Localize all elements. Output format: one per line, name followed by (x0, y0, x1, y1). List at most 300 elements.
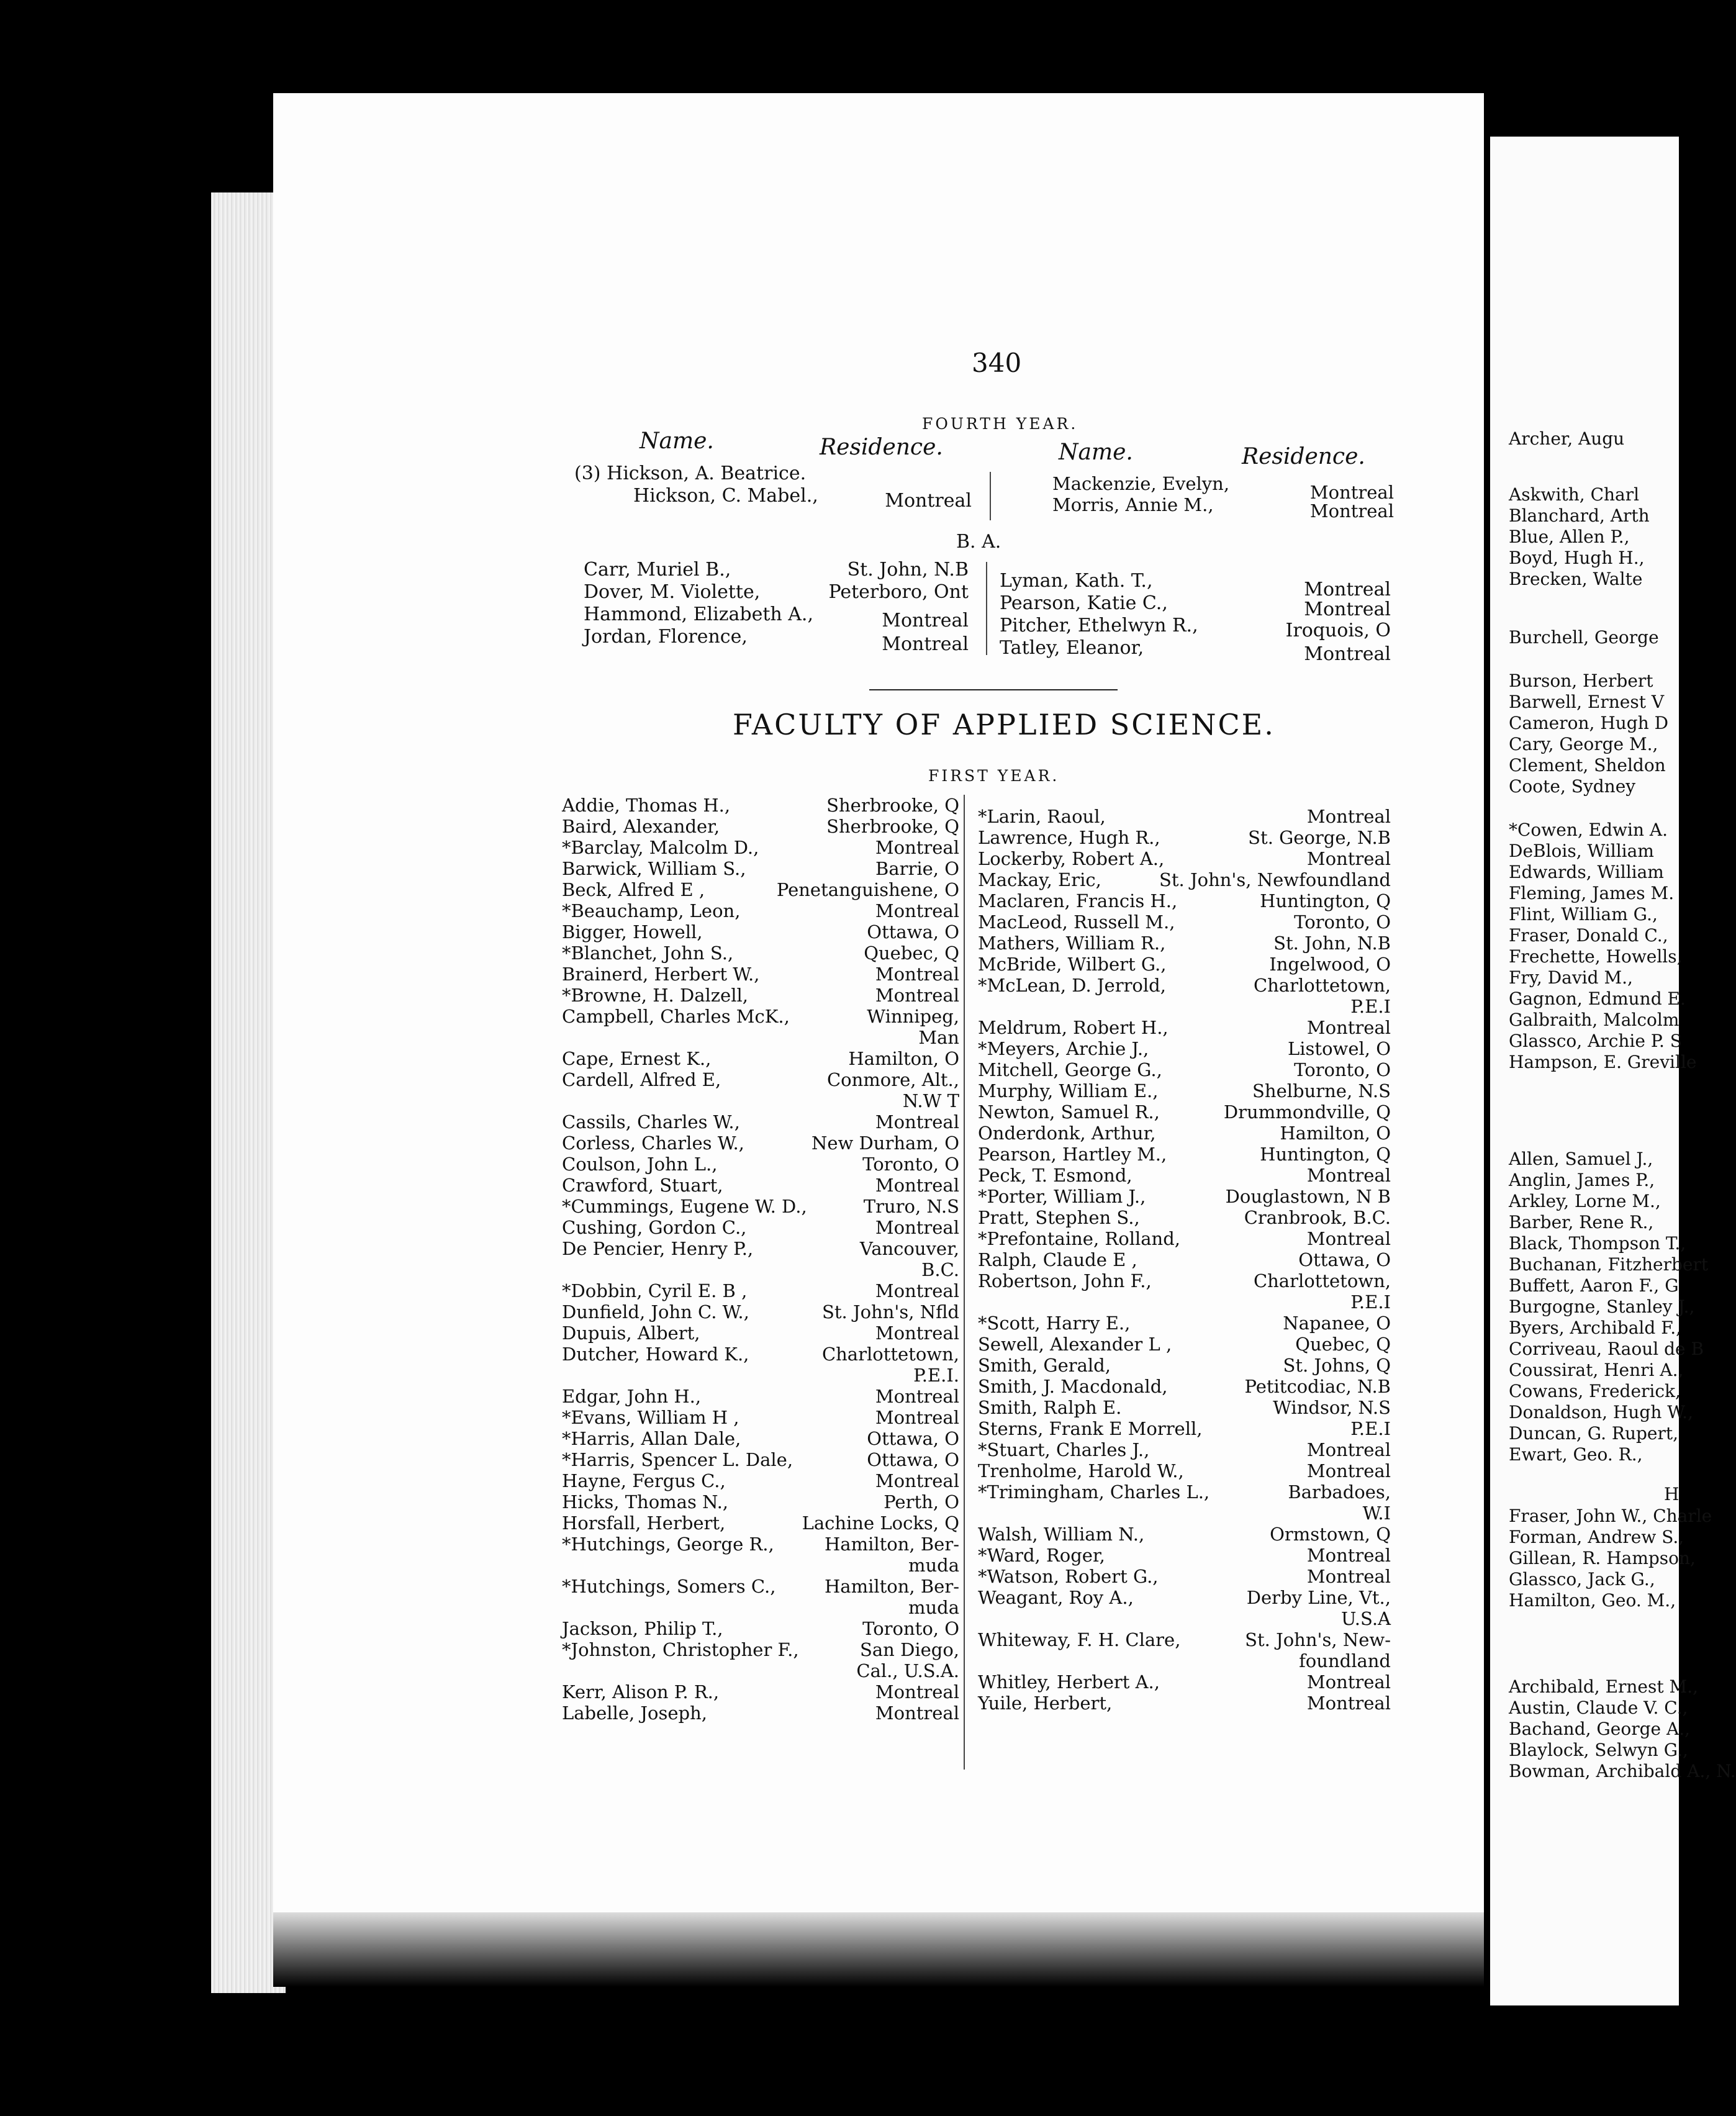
student-row (978, 1439, 1391, 1460)
student-name: Newton, Samuel R., (978, 1101, 1160, 1123)
student-name: Dunfield, John C. W., (562, 1301, 749, 1322)
student-residence: Montreal (1309, 482, 1394, 503)
student-name: *Browne, H. Dalzell, (562, 985, 748, 1006)
page-bottom-shadow (273, 1912, 1484, 1987)
student-row (562, 1534, 959, 1576)
student-name: MacLeod, Russell M., (978, 911, 1175, 933)
student-residence: Peterboro, Ont (828, 581, 969, 603)
student-name: Coulson, John L., (562, 1154, 718, 1175)
student-name: *Larin, Raoul, (978, 806, 1106, 827)
student-name: Whiteway, F. H. Clare, (978, 1629, 1181, 1650)
student-row (562, 795, 959, 816)
next-page-line: Frechette, Howells, (1509, 946, 1683, 967)
student-row (978, 1524, 1391, 1545)
student-residence: Montreal (1306, 1671, 1391, 1693)
student-residence: Hamilton, Ber- (825, 1576, 959, 1597)
next-page-line: Burson, Herbert (1509, 671, 1653, 691)
next-page-line: Bachand, George A., (1509, 1719, 1691, 1739)
student-row (562, 1491, 959, 1512)
student-residence: Hamilton, O (848, 1048, 959, 1069)
student-name: Walsh, William N., (978, 1524, 1145, 1545)
student-name: Pitcher, Ethelwyn R., (1000, 615, 1198, 636)
section-heading-first-year: FIRST YEAR. (928, 767, 1060, 785)
student-name: Corless, Charles W., (562, 1133, 744, 1154)
student-row (978, 1017, 1391, 1038)
student-row (1000, 570, 1391, 600)
student-name: Pratt, Stephen S., (978, 1207, 1140, 1228)
student-name: *Cummings, Eugene W. D., (562, 1196, 807, 1217)
student-row (562, 1154, 959, 1175)
student-residence: Montreal (875, 1111, 959, 1133)
next-page-line: Bowman, Archibald A., N. (1509, 1761, 1736, 1781)
student-name: Lockerby, Robert A., (978, 848, 1165, 869)
student-residence: Ormstown, Q (1270, 1524, 1391, 1545)
student-residence: Montreal (875, 1322, 959, 1344)
student-residence: St. John's, New- (1245, 1629, 1391, 1650)
student-residence: Drummondville, Q (1223, 1101, 1391, 1123)
student-residence: Montreal (875, 837, 959, 858)
next-page-block5 (1509, 820, 1696, 1073)
next-page-line: Coussirat, Henri A., (1509, 1360, 1684, 1380)
column-header-name-right: Name. (1059, 440, 1133, 465)
student-residence: Lachine Locks, Q (802, 1512, 959, 1534)
next-page-line: Cowans, Frederick, (1509, 1381, 1681, 1401)
student-residence: Derby Line, Vt., (1246, 1587, 1391, 1608)
next-page-line: Edwards, William (1509, 862, 1664, 882)
student-name: *Blanchet, John S., (562, 943, 734, 964)
student-name: Mackay, Eric, (978, 869, 1101, 890)
student-row (978, 1587, 1391, 1629)
next-page-line: Blue, Allen P., (1509, 527, 1630, 547)
next-page-line: Burchell, George (1509, 627, 1659, 648)
next-page-fragment: H (1664, 1484, 1679, 1504)
student-residence: St. John's, Nfld (822, 1301, 959, 1322)
student-residence: Vancouver, (859, 1238, 959, 1259)
student-name: Campbell, Charles McK., (562, 1006, 790, 1027)
student-row (562, 1048, 959, 1069)
next-page-line: Byers, Archibald F., (1509, 1318, 1682, 1338)
student-name: Hicks, Thomas N., (562, 1491, 729, 1512)
student-row (978, 911, 1391, 933)
student-name: Lyman, Kath. T., (1000, 570, 1153, 592)
next-page-line: Fry, David M., (1509, 967, 1633, 988)
student-row (562, 1344, 959, 1386)
section-heading-fourth-year: FOURTH YEAR. (922, 415, 1078, 433)
student-name: Cassils, Charles W., (562, 1111, 740, 1133)
student-name: Cardell, Alfred E, (562, 1069, 721, 1090)
next-page-line: Flint, William G., (1509, 904, 1658, 925)
student-row (562, 879, 959, 900)
student-residence-continued: W.I (1362, 1503, 1391, 1524)
student-residence: Perth, O (884, 1491, 959, 1512)
student-row (978, 1376, 1391, 1397)
student-row (562, 1111, 959, 1133)
student-residence: Quebec, Q (1295, 1334, 1391, 1355)
student-row (574, 485, 972, 512)
student-row (978, 1566, 1391, 1587)
next-page-line: Forman, Andrew S., (1509, 1527, 1684, 1547)
section-heading-ba: B. A. (956, 531, 1001, 553)
student-residence: Ottawa, O (867, 921, 959, 943)
student-row (562, 1006, 959, 1048)
student-name: Dutcher, Howard K., (562, 1344, 749, 1365)
student-residence: Montreal (1306, 1439, 1391, 1460)
next-page-line: Clement, Sheldon (1509, 755, 1666, 775)
student-residence: Barbadoes, (1288, 1481, 1391, 1503)
student-residence-continued: foundland (1299, 1650, 1391, 1671)
student-row (562, 1702, 959, 1724)
student-name: De Pencier, Henry P., (562, 1238, 754, 1259)
student-residence: St. John, N.B (1273, 933, 1391, 954)
student-name: Dupuis, Albert, (562, 1322, 700, 1344)
next-page-line: Askwith, Charl (1509, 484, 1640, 505)
student-name: Edgar, John H., (562, 1386, 702, 1407)
student-row (562, 921, 959, 943)
student-row (562, 1386, 959, 1407)
student-residence: Huntington, Q (1260, 1144, 1391, 1165)
student-residence: Montreal (1304, 643, 1391, 665)
column-divider (990, 472, 991, 520)
student-row (584, 626, 969, 655)
student-name: Mathers, William R., (978, 933, 1166, 954)
student-residence: Montreal (885, 490, 972, 512)
student-row (1000, 637, 1391, 665)
student-row (562, 1618, 959, 1639)
student-row (562, 1217, 959, 1238)
student-name: (3) Hickson, A. Beatrice. (574, 463, 807, 484)
student-row (978, 1038, 1391, 1059)
student-row (978, 1080, 1391, 1101)
student-row (562, 1280, 959, 1301)
next-page-line: Black, Thompson T., (1509, 1233, 1686, 1254)
next-page-line: DeBlois, William (1509, 841, 1654, 861)
student-row (584, 604, 969, 631)
student-name: Ralph, Claude E , (978, 1249, 1137, 1270)
next-page-line: Austin, Claude V. C., (1509, 1698, 1688, 1718)
next-page-block4 (1509, 671, 1668, 797)
student-row (1000, 592, 1391, 620)
student-residence: Toronto, O (1294, 911, 1391, 933)
student-residence: Ottawa, O (867, 1449, 959, 1470)
student-residence: Ingelwood, O (1269, 954, 1391, 975)
next-page-line: Buffett, Aaron F., G (1509, 1275, 1679, 1296)
next-page-line: Archer, Augu (1509, 428, 1625, 449)
student-row (978, 1207, 1391, 1228)
student-residence-continued: Man (918, 1027, 959, 1048)
student-residence: Quebec, Q (864, 943, 959, 964)
student-name: Yuile, Herbert, (978, 1693, 1113, 1714)
student-row (562, 1301, 959, 1322)
next-page-block2 (1509, 484, 1650, 590)
next-page-line: Gillean, R. Hampson, (1509, 1548, 1696, 1568)
student-residence: Conmore, Alt., (826, 1069, 959, 1090)
student-residence: Montreal (875, 964, 959, 985)
student-residence: Winnipeg, (867, 1006, 959, 1027)
next-page-line: Burgogne, Stanley J., (1509, 1296, 1695, 1317)
student-residence: Huntington, Q (1260, 890, 1391, 911)
student-residence: St. John, N.B (847, 559, 969, 581)
faculty-title: FACULTY OF APPLIED SCIENCE. (733, 708, 1275, 741)
student-row (562, 964, 959, 985)
student-name: Lawrence, Hugh R., (978, 827, 1160, 848)
student-row (562, 1639, 959, 1681)
student-row (562, 1322, 959, 1344)
student-name: Bigger, Howell, (562, 921, 703, 943)
student-name: Cape, Ernest K., (562, 1048, 712, 1069)
student-residence-continued: N.W T (902, 1090, 959, 1111)
student-residence: Montreal (1306, 1017, 1391, 1038)
next-page-line: Fraser, John W., Charle (1509, 1506, 1712, 1526)
student-row (584, 559, 969, 581)
next-page-line: Cary, George M., (1509, 734, 1658, 754)
student-name: Pearson, Hartley M., (978, 1144, 1167, 1165)
student-row (1052, 473, 1394, 503)
student-residence-continued: U.S.A (1341, 1608, 1391, 1629)
student-row (562, 1238, 959, 1280)
next-page-line: Corriveau, Raoul de B (1509, 1339, 1704, 1359)
student-residence: Douglastown, N B (1225, 1186, 1391, 1207)
student-name: *Johnston, Christopher F., (562, 1639, 799, 1660)
student-residence: P.E.I (1350, 1418, 1391, 1439)
next-page-line: Galbraith, Malcolm (1509, 1010, 1679, 1030)
student-residence: Montreal (1309, 500, 1394, 522)
student-residence: Montreal (882, 610, 969, 631)
student-name: Smith, J. Macdonald, (978, 1376, 1168, 1397)
student-residence-continued: P.E.I. (913, 1365, 959, 1386)
student-row (978, 954, 1391, 975)
column-divider (964, 795, 965, 1770)
student-name: Barwick, William S., (562, 858, 746, 879)
student-residence: Montreal (1306, 1228, 1391, 1249)
next-page-block3 (1509, 627, 1659, 648)
student-row (562, 1175, 959, 1196)
student-residence: Montreal (1306, 1545, 1391, 1566)
student-residence: Montreal (1306, 1165, 1391, 1186)
student-row (978, 890, 1391, 911)
student-row (562, 1069, 959, 1111)
student-name: Maclaren, Francis H., (978, 890, 1178, 911)
next-page-block8 (1509, 1676, 1736, 1782)
student-name: *Barclay, Malcolm D., (562, 837, 759, 858)
next-page-line: Blanchard, Arth (1509, 505, 1650, 526)
student-row (978, 1481, 1391, 1524)
next-page-line: Fleming, James M. (1509, 883, 1675, 903)
student-row (574, 463, 972, 485)
student-residence: Montreal (875, 900, 959, 921)
student-row (978, 827, 1391, 848)
ba-right-column (1000, 570, 1391, 665)
student-row (978, 1334, 1391, 1355)
student-residence: Ottawa, O (1298, 1249, 1391, 1270)
student-row (562, 943, 959, 964)
student-residence: Montreal (1306, 848, 1391, 869)
student-row (978, 1123, 1391, 1144)
student-row (978, 1165, 1391, 1186)
student-name: *Harris, Allan Dale, (562, 1428, 741, 1449)
student-residence: Montreal (882, 633, 969, 655)
student-row (978, 1270, 1391, 1313)
student-residence: Montreal (875, 985, 959, 1006)
student-residence: Penetanguishene, O (776, 879, 959, 900)
student-row (562, 1681, 959, 1702)
student-name: Mackenzie, Evelyn, (1052, 473, 1230, 494)
student-row (978, 1144, 1391, 1165)
student-name: Weagant, Roy A., (978, 1587, 1134, 1608)
next-page-line: Hamilton, Geo. M., (1509, 1590, 1676, 1611)
student-residence: Toronto, O (862, 1154, 959, 1175)
student-residence: Montreal (875, 1280, 959, 1301)
next-page-line: Anglin, James P., (1509, 1170, 1655, 1190)
student-residence: Petitcodiac, N.B (1244, 1376, 1391, 1397)
student-name: Meldrum, Robert H., (978, 1017, 1169, 1038)
student-name: Trenholme, Harold W., (978, 1460, 1184, 1481)
student-name: Mitchell, George G., (978, 1059, 1162, 1080)
next-page-line: Boyd, Hugh H., (1509, 548, 1645, 568)
student-row (978, 1629, 1391, 1671)
student-residence: St. George, N.B (1248, 827, 1391, 848)
student-row (562, 1133, 959, 1154)
student-row (978, 806, 1391, 827)
fourth-year-right-column (1052, 473, 1394, 522)
student-name: Peck, T. Esmond, (978, 1165, 1132, 1186)
student-name: *Porter, William J., (978, 1186, 1146, 1207)
student-residence: Cranbrook, B.C. (1244, 1207, 1391, 1228)
student-name: Labelle, Joseph, (562, 1702, 708, 1724)
next-page-block7 (1509, 1506, 1712, 1611)
student-row (978, 1397, 1391, 1418)
student-name: Smith, Ralph E. (978, 1397, 1122, 1418)
next-page-line: Ewart, Geo. R., (1509, 1444, 1643, 1465)
student-name: Jordan, Florence, (584, 626, 748, 648)
student-name: Onderdonk, Arthur, (978, 1123, 1156, 1144)
student-name: Brainerd, Herbert W., (562, 964, 760, 985)
student-name: Pearson, Katie C., (1000, 592, 1168, 614)
ba-left-column (584, 559, 969, 655)
student-residence: Montreal (875, 1407, 959, 1428)
student-name: Hayne, Fergus C., (562, 1470, 726, 1491)
student-name: Horsfall, Herbert, (562, 1512, 726, 1534)
student-row (978, 1101, 1391, 1123)
student-row (584, 581, 969, 604)
student-residence: Sherbrooke, Q (826, 816, 959, 837)
student-residence: Montreal (1306, 806, 1391, 827)
student-name: Hammond, Elizabeth A., (584, 604, 813, 625)
student-row (562, 1428, 959, 1449)
student-name: Cushing, Gordon C., (562, 1217, 747, 1238)
student-row (562, 816, 959, 837)
student-residence: Charlottetown, (821, 1344, 959, 1365)
next-page-line: Archibald, Ernest M., (1509, 1676, 1698, 1697)
student-name: Hickson, C. Mabel., (633, 485, 818, 507)
student-residence: Sherbrooke, Q (826, 795, 959, 816)
student-name: Morris, Annie M., (1052, 494, 1214, 515)
student-residence: Montreal (1304, 579, 1391, 600)
student-name: Jackson, Philip T., (562, 1618, 723, 1639)
student-name: Beck, Alfred E , (562, 879, 705, 900)
column-divider (986, 562, 987, 655)
student-name: *Evans, William H , (562, 1407, 739, 1428)
student-row (562, 1407, 959, 1428)
next-page-line: Gagnon, Edmund E. (1509, 988, 1686, 1009)
student-row (978, 1693, 1391, 1714)
student-residence: St. John's, Newfoundland (1159, 869, 1391, 890)
student-row (562, 900, 959, 921)
student-name: Whitley, Herbert A., (978, 1671, 1160, 1693)
student-name: Kerr, Alison P. R., (562, 1681, 720, 1702)
student-row (562, 1576, 959, 1618)
next-page-line: Duncan, G. Rupert, (1509, 1423, 1679, 1444)
student-residence: Listowel, O (1288, 1038, 1391, 1059)
student-name: Sewell, Alexander L , (978, 1334, 1172, 1355)
student-name: *Watson, Robert G., (978, 1566, 1159, 1587)
column-header-name-left: Name. (640, 428, 714, 454)
student-row (978, 1249, 1391, 1270)
student-row (1000, 615, 1391, 641)
student-residence-continued: muda (908, 1555, 959, 1576)
student-name: Dover, M. Violette, (584, 581, 761, 603)
student-name: *Trimingham, Charles L., (978, 1481, 1210, 1503)
student-residence: Windsor, N.S (1273, 1397, 1391, 1418)
student-residence: Charlottetown, (1253, 975, 1391, 996)
next-page-line: Donaldson, Hugh W., (1509, 1402, 1693, 1422)
next-page-line: Buchanan, Fitzherbert (1509, 1254, 1709, 1275)
student-name: Crawford, Stuart, (562, 1175, 723, 1196)
next-page-line: Hampson, E. Greville (1509, 1052, 1697, 1072)
student-name: Smith, Gerald, (978, 1355, 1111, 1376)
student-row (978, 975, 1391, 1017)
student-residence: Truro, N.S (863, 1196, 959, 1217)
student-row (978, 1418, 1391, 1439)
student-residence-continued: P.E.I (1350, 1291, 1391, 1313)
fourth-year-left-column (574, 463, 972, 512)
next-page-line: *Cowen, Edwin A. (1509, 820, 1668, 840)
next-page-line: Fraser, Donald C., (1509, 925, 1668, 946)
student-row (562, 985, 959, 1006)
student-row (978, 1355, 1391, 1376)
student-name: Robertson, John F., (978, 1270, 1152, 1291)
student-row (978, 1313, 1391, 1334)
student-row (978, 1460, 1391, 1481)
student-row (562, 1196, 959, 1217)
student-residence: Montreal (1306, 1460, 1391, 1481)
student-name: McBride, Wilbert G., (978, 954, 1167, 975)
student-residence: Charlottetown, (1253, 1270, 1391, 1291)
student-name: *Hutchings, George R., (562, 1534, 774, 1555)
student-name: *Meyers, Archie J., (978, 1038, 1149, 1059)
student-residence-continued: P.E.I (1350, 996, 1391, 1017)
student-name: Sterns, Frank E Morrell, (978, 1418, 1203, 1439)
next-page-block6 (1509, 1149, 1708, 1465)
next-page-line: Brecken, Walte (1509, 569, 1643, 589)
student-row (1052, 494, 1394, 522)
page-number: 340 (972, 348, 1022, 378)
column-header-residence-right: Residence. (1242, 444, 1365, 469)
student-residence: Montreal (875, 1681, 959, 1702)
student-row (978, 1059, 1391, 1080)
next-page-line: Cameron, Hugh D (1509, 713, 1669, 733)
student-name: Baird, Alexander, (562, 816, 720, 837)
student-row (562, 1512, 959, 1534)
first-year-left-column (562, 795, 959, 1724)
student-name: *Stuart, Charles J., (978, 1439, 1150, 1460)
student-residence: Montreal (875, 1470, 959, 1491)
next-page-line: Barwell, Ernest V (1509, 692, 1665, 712)
student-row (562, 1449, 959, 1470)
student-name: *Ward, Roger, (978, 1545, 1105, 1566)
student-row (562, 837, 959, 858)
next-page-line: Blaylock, Selwyn G., (1509, 1740, 1688, 1760)
next-page-line: Arkley, Lorne M., (1509, 1191, 1661, 1211)
